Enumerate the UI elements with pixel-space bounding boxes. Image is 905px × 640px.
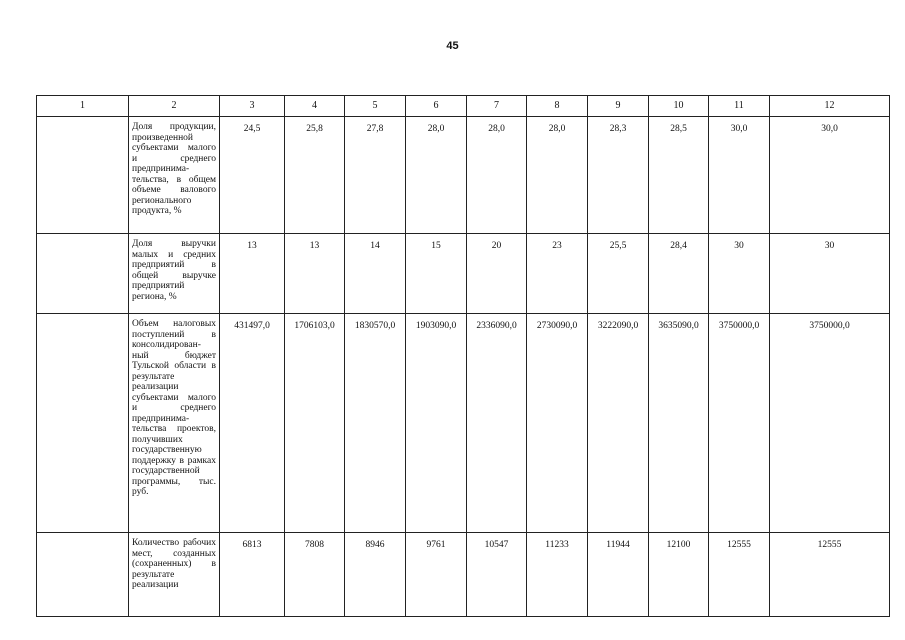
row-number-cell <box>37 117 129 234</box>
value-cell: 13 <box>285 234 345 314</box>
value-cell: 20 <box>467 234 527 314</box>
column-header: 8 <box>527 96 588 117</box>
value-cell: 14 <box>345 234 406 314</box>
value-cell: 27,8 <box>345 117 406 234</box>
value-cell: 6813 <box>220 533 285 617</box>
value-cell: 3750000,0 <box>709 314 770 533</box>
indicator-description: Количество рабочих мест, созданных (сохраненных) в результате реализации <box>129 533 220 617</box>
indicators-table <box>36 95 890 617</box>
value-cell: 8946 <box>345 533 406 617</box>
value-cell: 25,8 <box>285 117 345 234</box>
value-cell: 12100 <box>649 533 709 617</box>
value-cell: 1830570,0 <box>345 314 406 533</box>
column-header: 4 <box>285 96 345 117</box>
value-cell: 30,0 <box>709 117 770 234</box>
value-cell: 28,0 <box>527 117 588 234</box>
indicator-description: Доля выручки малых и средних предприятий в общей выручке предприятий региона, % <box>129 234 220 314</box>
page-number: 45 <box>446 40 459 52</box>
value-cell: 11944 <box>588 533 649 617</box>
table-row <box>37 314 890 533</box>
value-cell: 30 <box>709 234 770 314</box>
table-row <box>37 533 890 617</box>
value-cell: 1706103,0 <box>285 314 345 533</box>
value-cell: 11233 <box>527 533 588 617</box>
value-cell: 28,5 <box>649 117 709 234</box>
value-cell: 30,0 <box>770 117 890 234</box>
column-header: 1 <box>37 96 129 117</box>
value-cell: 13 <box>220 234 285 314</box>
value-cell: 3222090,0 <box>588 314 649 533</box>
value-cell: 23 <box>527 234 588 314</box>
column-header: 5 <box>345 96 406 117</box>
indicator-description: Доля продукции, произведенной субъектами малого и среднего предпринима-тельства, в общем объеме валового регионального продукта, % <box>129 117 220 234</box>
row-number-cell <box>37 314 129 533</box>
value-cell: 1903090,0 <box>406 314 467 533</box>
column-header: 7 <box>467 96 527 117</box>
value-cell: 2336090,0 <box>467 314 527 533</box>
column-header: 3 <box>220 96 285 117</box>
value-cell: 431497,0 <box>220 314 285 533</box>
value-cell: 24,5 <box>220 117 285 234</box>
value-cell: 28,0 <box>406 117 467 234</box>
value-cell: 12555 <box>709 533 770 617</box>
table-row <box>37 234 890 314</box>
value-cell: 12555 <box>770 533 890 617</box>
column-header: 11 <box>709 96 770 117</box>
value-cell: 3750000,0 <box>770 314 890 533</box>
value-cell: 15 <box>406 234 467 314</box>
column-header: 10 <box>649 96 709 117</box>
column-header: 12 <box>770 96 890 117</box>
value-cell: 28,4 <box>649 234 709 314</box>
indicator-description: Объем налоговых поступлений в консолидирован-ный бюджет Тульской области в результате реализации субъектами малого и среднего предпринима-тельства проектов, получивших государственную поддержку в рамках государственной программы, тыс. руб. <box>129 314 220 533</box>
table-row <box>37 117 890 234</box>
column-header: 9 <box>588 96 649 117</box>
row-number-cell <box>37 234 129 314</box>
value-cell: 10547 <box>467 533 527 617</box>
column-number-header-row <box>37 96 890 117</box>
column-header: 2 <box>129 96 220 117</box>
value-cell: 3635090,0 <box>649 314 709 533</box>
row-number-cell <box>37 533 129 617</box>
value-cell: 9761 <box>406 533 467 617</box>
value-cell: 2730090,0 <box>527 314 588 533</box>
value-cell: 28,0 <box>467 117 527 234</box>
value-cell: 25,5 <box>588 234 649 314</box>
value-cell: 30 <box>770 234 890 314</box>
value-cell: 28,3 <box>588 117 649 234</box>
column-header: 6 <box>406 96 467 117</box>
value-cell: 7808 <box>285 533 345 617</box>
